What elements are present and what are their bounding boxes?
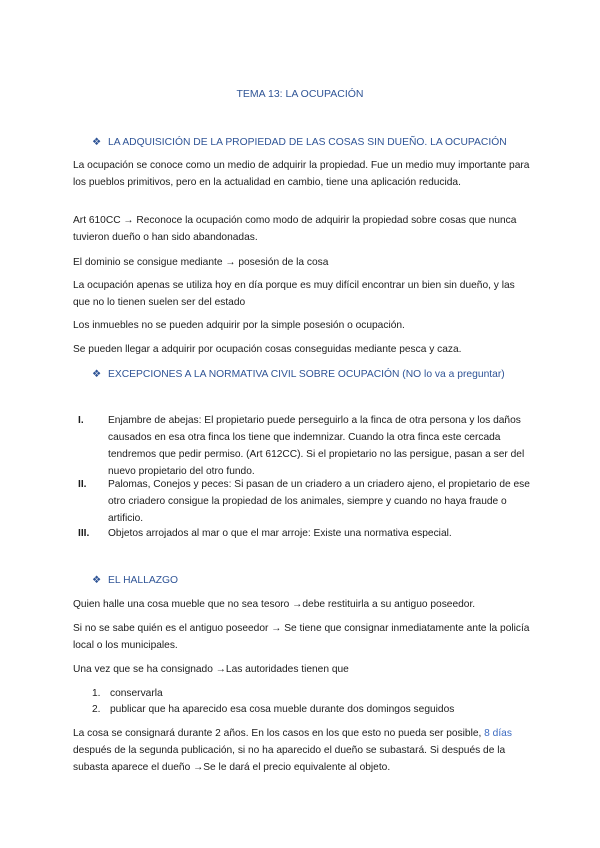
- list-number: 2.: [92, 704, 101, 715]
- list-item-text: Objetos arrojados al mar o que el mar arroje: Existe una normativa especial.: [108, 528, 452, 539]
- paragraph: Los inmuebles no se pueden adquirir por la simple posesión o ocupación.: [73, 320, 405, 331]
- section-heading-excepciones: [92, 366, 505, 383]
- diamond-bullet-icon: ❖: [92, 575, 102, 586]
- paragraph: Una vez que se ha consignado →Las autoridades tienen que: [73, 664, 349, 675]
- list-number: I.: [78, 415, 84, 426]
- paragraph: Se pueden llegar a adquirir por ocupación cosas conseguidas mediante pesca y caza.: [73, 344, 462, 355]
- paragraph: Si no se sabe quién es el antiguo poseedor → Se tiene que consignar inmediatamente ante la policía local o los municipales.: [73, 623, 530, 651]
- list-number: II.: [78, 479, 87, 490]
- list-item-text: Palomas, Conejos y peces: Si pasan de un criadero a un criadero ajeno, el propietario de ese otro criadero consigue la propiedad de los animales, siempre y cuando no haya fraude o artificio.: [108, 479, 530, 524]
- paragraph: Art 610CC → Reconoce la ocupación como modo de adquirir la propiedad sobre cosas que nunca tuvieron dueño o han sido abandonadas.: [73, 215, 517, 243]
- section-heading-hallazgo: [92, 572, 178, 589]
- page-title: TEMA 13: LA OCUPACIÓN: [236, 88, 364, 100]
- paragraph: El dominio se consigue mediante → posesión de la cosa: [73, 257, 329, 268]
- list-item-text: Enjambre de abejas: El propietario puede perseguirlo a la finca de otra persona y los daños causados en esa otra finca los tiene que indemnizar. Cuando la otra finca este cercada tendremos que pedir permiso. (Art 612CC). Si el propietario no las persigue, pasan a ser del nuevo propietario del otro fundo.: [108, 415, 525, 477]
- list-item-text: publicar que ha aparecido esa cosa mueble durante dos domingos seguidos: [110, 704, 455, 715]
- list-number: 1.: [92, 688, 101, 699]
- section-heading-text: EXCEPCIONES A LA NORMATIVA CIVIL SOBRE OCUPACIÓN (NO lo va a preguntar): [108, 369, 505, 380]
- section-heading-text: LA ADQUISICIÓN DE LA PROPIEDAD DE LAS COSAS SIN DUEÑO. LA OCUPACIÓN: [108, 137, 507, 148]
- list-item: [78, 476, 533, 527]
- diamond-bullet-icon: ❖: [92, 369, 102, 380]
- list-item: [92, 685, 532, 702]
- list-item: [78, 525, 533, 542]
- list-item: [92, 701, 532, 718]
- paragraph: [73, 725, 533, 776]
- diamond-bullet-icon: ❖: [92, 137, 102, 148]
- paragraph: La ocupación apenas se utiliza hoy en día porque es muy difícil encontrar un bien sin dueño, y las que no lo tienen suelen ser del estado: [73, 280, 515, 308]
- list-item-text: conservarla: [110, 688, 163, 699]
- highlighted-text: 8 días: [484, 728, 512, 739]
- section-heading-ocupacion: [92, 134, 507, 151]
- list-number: III.: [78, 528, 90, 539]
- paragraph-text: después de la segunda publicación, si no ha aparecido el dueño se subastará. Si después de la subasta aparece el dueño →Se le dará el precio equivalente al objeto.: [73, 745, 506, 773]
- paragraph: La ocupación se conoce como un medio de adquirir la propiedad. Fue un medio muy importante para los pueblos primitivos, pero en la actualidad en cambio, tiene una aplicación reducida.: [73, 160, 530, 188]
- paragraph-text: La cosa se consignará durante 2 años. En los casos en los que esto no pueda ser posible,: [73, 728, 485, 739]
- paragraph: Quien halle una cosa mueble que no sea tesoro →debe restituirla a su antiguo poseedor.: [73, 599, 476, 610]
- section-heading-text: EL HALLAZGO: [108, 575, 179, 586]
- list-item: [78, 412, 533, 480]
